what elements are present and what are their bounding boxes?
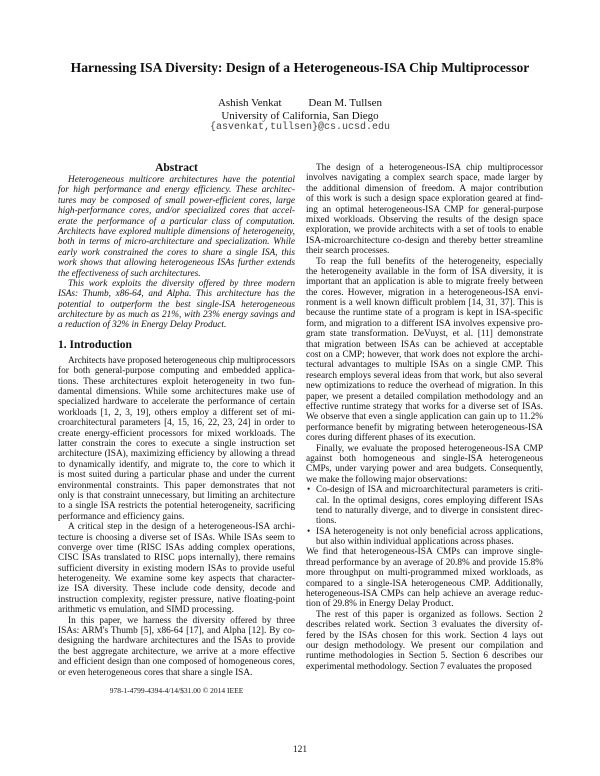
bullet-icon: • bbox=[307, 526, 311, 537]
text-line: to a single ISA restricts the potential heterogeneity, sacrificing bbox=[58, 501, 295, 512]
text-line: Heterogeneous multicore architectures have the potential bbox=[68, 175, 295, 185]
text-line: environmental constraints. This paper demonstrates that not bbox=[58, 480, 295, 491]
text-line: the best aggregate architecture, we arrive at a more effective bbox=[58, 646, 295, 657]
text-line: tend to naturally diverge, and to diverge in consistent direc- bbox=[316, 505, 543, 516]
text-line: damental dimensions. While some architectures make use of bbox=[58, 387, 295, 398]
text-line: architecture by as much as 21%, with 23% energy savings and bbox=[58, 310, 295, 321]
text-line: Co-design of ISA and microarchitectural parameters is criti- bbox=[316, 485, 543, 496]
text-line: compared to a single-ISA heterogeneous CMP. Additionally, bbox=[306, 578, 543, 589]
paragraph bbox=[306, 547, 543, 609]
left-column bbox=[58, 162, 295, 678]
author-email: {asvenkat,tullsen}@cs.ucsd.edu bbox=[209, 122, 391, 133]
text-line: is most suited during a particular phase and under the current bbox=[58, 470, 295, 481]
text-line: ISAs: Thumb, x86-64, and Alpha. This architecture has the bbox=[58, 289, 295, 300]
author-block bbox=[0, 97, 600, 135]
text-line: designing the hardware architectures and the ISAs to provide bbox=[58, 636, 295, 647]
text-line: tectural advantages to multiple ISAs on a single CMP. This bbox=[306, 360, 543, 371]
text-line: the additional dimension of freedom. A major contribution bbox=[306, 183, 543, 194]
text-line: research employs several ideas from that work, but also several bbox=[306, 370, 543, 381]
text-line: early work constrained the cores to share a single ISA, this bbox=[58, 247, 295, 258]
text-line: that migration between ISAs can be achieved at acceptable bbox=[306, 339, 543, 350]
text-line: In this paper, we harness the diversity offered by three bbox=[68, 615, 295, 626]
text-line: work shows that allowing heterogeneous ISAs further extends bbox=[58, 258, 295, 269]
bullet-icon: • bbox=[307, 485, 311, 496]
text-line: but also within individual applications across phases. bbox=[316, 537, 514, 548]
text-line: and efficient design than one composed of homogeneous cores, bbox=[58, 657, 295, 668]
text-line: describes related work. Section 3 evaluates the diversity of- bbox=[306, 620, 543, 631]
text-line: The design of a heterogeneous-ISA chip multiprocessor bbox=[316, 163, 543, 173]
text-line: specialized hardware to accelerate the performance of certain bbox=[58, 397, 295, 408]
text-line: because the runtime state of a program is kept in ISA-specific bbox=[306, 308, 543, 319]
text-line: only is that constraint unnecessary, but limiting an architecture bbox=[58, 490, 295, 501]
text-line: fered by the ISAs chosen for this work. Section 4 lays out bbox=[306, 630, 543, 641]
text-line: We find that heterogeneous-ISA CMPs can improve single- bbox=[306, 547, 543, 558]
text-line: their search processes. bbox=[306, 246, 390, 257]
text-line: arithmetic vs emulation, and SIMD processing. bbox=[58, 605, 234, 616]
text-line: ronment is a well known difficult problem [14, 31, 37]. This is bbox=[306, 298, 543, 309]
text-line: more throughput on multi-programmed mixed workloads, as bbox=[306, 568, 543, 579]
text-line: ing an optimal heterogeneous-ISA CMP for general-purpose bbox=[306, 204, 543, 215]
text-line: To reap the full benefits of the heterogeneity, especially bbox=[316, 256, 543, 267]
text-line: CMPs, under varying power and area budgets. Consequently, bbox=[306, 464, 543, 475]
author-name: Dean M. Tullsen bbox=[308, 97, 383, 109]
text-line: the effectiveness of such architectures. bbox=[58, 268, 201, 279]
text-line: for high performance and energy efficiency. These architec- bbox=[58, 185, 295, 196]
introduction-body-right bbox=[306, 163, 543, 485]
text-line: A critical step in the design of a heterogeneous-ISA archi- bbox=[68, 522, 295, 533]
text-line: tions. These architectures exploit heterogeneity in two fun- bbox=[58, 376, 295, 387]
text-line: runtime methodologies in Section 5. Section 6 describes our bbox=[306, 651, 543, 662]
text-line: form, and migration to a different ISA involves expensive pro- bbox=[306, 318, 543, 329]
text-line: create energy-efficient processors for mixed workloads. The bbox=[58, 428, 295, 439]
text-line: our design methodology. We present our compilation and bbox=[306, 640, 543, 651]
observations-list bbox=[306, 485, 543, 547]
abstract-heading: Abstract bbox=[155, 162, 198, 174]
text-line: ize ISA diversity. These include code density, decode and bbox=[58, 584, 295, 595]
paragraph bbox=[58, 175, 295, 279]
text-line: We observe that even a single application can gain up to 11.2% bbox=[306, 412, 543, 423]
text-line: sufficient diversity in existing modern ISAs to provide useful bbox=[58, 563, 295, 574]
text-line: heterogeneity. We examine some key aspects that character- bbox=[58, 574, 295, 585]
text-line: workloads [1, 2, 3, 19], others employ a different set of mi- bbox=[58, 407, 295, 418]
text-line: potential to outperform the best single-ISA heterogeneous bbox=[58, 299, 295, 310]
text-line: both in terms of micro-architecture and specialization. While bbox=[58, 237, 295, 248]
paragraph bbox=[306, 444, 543, 486]
text-line: performance benefit by migrating between heterogeneous-ISA bbox=[306, 422, 543, 433]
paragraph bbox=[306, 257, 543, 444]
text-line: latter constrain the cores to execute a single instruction set bbox=[58, 438, 295, 449]
text-line: architecture (ISA), maximizing efficiency by allowing a thread bbox=[58, 449, 295, 460]
text-line: we make the following major observations: bbox=[306, 474, 468, 485]
paragraph bbox=[58, 356, 295, 522]
text-line: the cores. However, migration in a heterogeneous-ISA envi- bbox=[306, 287, 543, 298]
text-line: experimental methodology. Section 7 evaluates the proposed bbox=[306, 661, 532, 672]
text-line: tecture is choosing a diverse set of ISAs. While ISAs seem to bbox=[58, 532, 295, 543]
text-line: croarchitectural parameters [4, 15, 16, 22, 23, 24] in order to bbox=[58, 418, 295, 429]
text-line: paper, we present a detailed compilation methodology and an bbox=[306, 391, 543, 402]
right-column bbox=[306, 163, 543, 672]
text-line: for both general-purpose computing and embedded applica- bbox=[58, 366, 295, 377]
text-line: thread performance by an average of 20.8% and provide 15.8% bbox=[306, 557, 543, 568]
text-line: a reduction of 32% in Energy Delay Product. bbox=[58, 320, 227, 331]
text-line: effective runtime strategy that works for a diverse set of ISAs. bbox=[306, 401, 543, 412]
text-line: or even heterogeneous cores that share a single ISA. bbox=[58, 667, 253, 678]
copyright-notice: 978-1-4799-4394-4/14/$31.00 © 2014 IEEE bbox=[109, 686, 244, 695]
text-line: gram state transformation. DeVuyst, et al. [11] demonstrate bbox=[306, 329, 543, 340]
list-item bbox=[306, 485, 543, 527]
text-line: cores during different phases of its execution. bbox=[306, 433, 476, 444]
text-line: to dynamically identify, and migrate to, the core to which it bbox=[58, 459, 295, 470]
text-line: new optimizations to reduce the overhead of migration. In this bbox=[306, 381, 543, 392]
text-line: involves navigating a complex search space, made larger by bbox=[306, 173, 543, 184]
abstract-body bbox=[58, 175, 295, 331]
list-item bbox=[306, 527, 543, 548]
text-line: tion of 29.8% in Energy Delay Product. bbox=[306, 599, 454, 610]
text-line: instruction complexity, register pressure, native floating-point bbox=[58, 594, 295, 605]
text-line: heterogeneous-ISA CMPs can help achieve an average reduc- bbox=[306, 589, 543, 600]
paragraph bbox=[58, 616, 295, 678]
text-line: Architects have proposed heterogeneous chip multiprocessors bbox=[68, 355, 296, 366]
author-name: Ashish Venkat bbox=[217, 97, 282, 109]
text-line: Finally, we evaluate the proposed heterogeneous-ISA CMP bbox=[316, 443, 543, 454]
text-line: erate the performance of a particular class of computation. bbox=[58, 216, 295, 227]
text-line: tures may be composed of small power-efficient cores, large bbox=[58, 195, 295, 206]
text-line: cal. In the optimal designs, cores employing different ISAs bbox=[316, 495, 543, 506]
text-line: The rest of this paper is organized as follows. Section 2 bbox=[316, 609, 543, 620]
text-line: CISC ISAs translated to RISC μops internally), there remains bbox=[58, 553, 295, 564]
paper-title: Harnessing ISA Diversity: Design of a Heterogeneous-ISA Chip Multiprocessor bbox=[70, 60, 530, 75]
text-line: ISA heterogeneity is not only beneficial across applications, bbox=[316, 526, 543, 537]
introduction-body-left bbox=[58, 356, 295, 678]
author-names bbox=[0, 97, 600, 110]
text-line: tions. bbox=[316, 516, 337, 527]
page-number: 121 bbox=[292, 745, 308, 755]
text-line: mixed workloads. Observing the results of the design space bbox=[306, 214, 543, 225]
text-line: ISA-microarchitecture co-design and thereby better streamline bbox=[306, 235, 543, 246]
text-line: exploration, we provide architects with a set of tools to enable bbox=[306, 225, 543, 236]
paragraph bbox=[58, 522, 295, 616]
affiliation: University of California, San Diego bbox=[221, 109, 379, 122]
text-line: important that an application is able to migrate freely between bbox=[306, 277, 543, 288]
paragraph bbox=[306, 163, 543, 257]
text-line: the heterogeneity available in the form of ISA diversity, it is bbox=[306, 266, 543, 277]
text-line: of this work is such a design space exploration geared at find- bbox=[306, 194, 543, 205]
text-line: converge over time (RISC ISAs adding complex operations, bbox=[58, 542, 295, 553]
section-heading-introduction: 1. Introduction bbox=[58, 338, 132, 351]
text-line: against both homogeneous and single-ISA heterogeneous bbox=[306, 453, 543, 464]
text-line: This work exploits the diversity offered by three modern bbox=[68, 278, 295, 289]
paragraph bbox=[58, 279, 295, 331]
paragraph bbox=[306, 610, 543, 672]
text-line: ISAs: ARM's Thumb [5], x86-64 [17], and Alpha [12]. By co- bbox=[58, 626, 295, 637]
text-line: high-performance cores, and/or specialized cores that accel- bbox=[58, 206, 295, 217]
text-line: cost on a CMP; however, that work does not explore the archi- bbox=[306, 350, 543, 361]
text-line: performance and efficiency gains. bbox=[58, 511, 185, 522]
introduction-body-right-continued bbox=[306, 547, 543, 672]
text-line: Architects have explored multiple dimensions of heterogeneity, bbox=[58, 226, 295, 237]
